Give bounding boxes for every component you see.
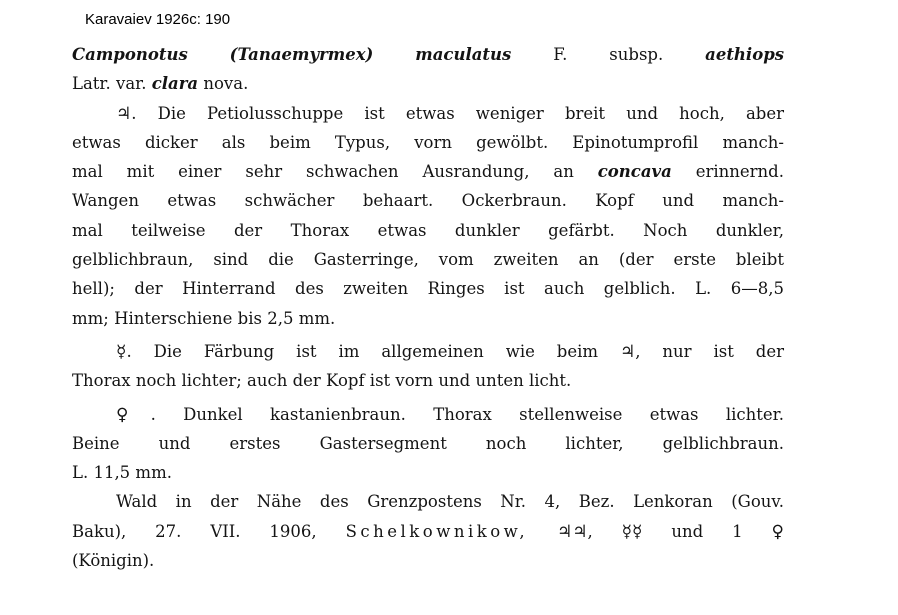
major-line-5: mal teilweise der Thorax etwas dunkler gefärbt. Noch dunkler, [72, 220, 784, 240]
und-text: und 1 [671, 521, 743, 541]
concava-term: concava [597, 162, 672, 182]
collector-name: Schelkownikow, [345, 521, 529, 541]
major-worker-symbol: ♃ [116, 103, 132, 124]
separator: , [587, 521, 593, 541]
variety: clara [151, 74, 199, 94]
taxon-heading [72, 40, 784, 99]
queen-line-2: Beine und erstes Gastersegment noch lichter, gelblichbraun. [72, 433, 784, 453]
major-line-7: hell); der Hinterrand des zweiten Ringes ist auch gelblich. L. 6—8,5 [72, 279, 784, 299]
workers-symbol: ☿☿ [621, 521, 643, 542]
status: nova. [203, 74, 249, 94]
locality-record [72, 487, 784, 575]
major-line-6: gelblichbraun, sind die Gasterringe, vom zweiten an (der erste bleibt [72, 250, 784, 270]
queen-symbol-locality: ♀ [771, 521, 784, 542]
species: maculatus [415, 45, 512, 64]
majors-symbol: ♃♃ [556, 521, 588, 542]
worker-description [72, 337, 784, 396]
major-line-1 [72, 99, 784, 128]
text-line: erinnernd. [671, 162, 784, 182]
date-text: Baku), 27. VII. 1906, [72, 521, 346, 541]
citation-header: Karavaiev 1926c: 190 [85, 11, 231, 28]
major-line-4: Wangen etwas schwächer behaart. Ockerbraun. Kopf und manch- [72, 191, 784, 211]
text-line: , nur ist der [635, 341, 785, 361]
locality-line-3: (Königin). [72, 551, 155, 571]
text-line: . Die Färbung ist im allgemeinen wie beim [126, 341, 620, 361]
text-line: mal mit einer sehr schwachen Ausrandung, an [72, 162, 598, 182]
queen-line-1 [72, 400, 784, 429]
species-author: F. [553, 45, 568, 64]
subspecies-author: Latr. [72, 74, 111, 94]
text-line: . Dunkel kastanienbraun. Thorax stellenweise etwas lichter. [150, 404, 785, 424]
queen-line-3: L. 11,5 mm. [72, 463, 172, 483]
worker-symbol: ☿ [116, 341, 127, 362]
taxon-heading-line-1 [72, 40, 784, 69]
major-worker-symbol-inline: ♃ [619, 341, 636, 362]
genus: Camponotus [72, 45, 188, 64]
queen-description [72, 400, 784, 488]
worker-line-2: Thorax noch lichter; auch der Kopf ist vorn und unten licht. [72, 371, 572, 391]
locality-line-2 [72, 517, 784, 546]
locality-line-1: Wald in der Nähe des Grenzpostens Nr. 4, Bez. Lenkoran (Gouv. [116, 492, 784, 512]
taxon-heading-line-2 [72, 69, 784, 98]
major-line-3 [72, 157, 784, 186]
var-label: var. [116, 74, 147, 94]
major-line-8: mm; Hinterschiene bis 2,5 mm. [72, 308, 336, 328]
major-description [72, 99, 784, 333]
worker-line-1 [72, 337, 784, 366]
major-line-2: etwas dicker als beim Typus, vorn gewölbt. Epinotumprofil manch- [72, 132, 784, 152]
subspecies: aethiops [705, 45, 785, 64]
document-page [72, 40, 784, 575]
queen-symbol: ♀ [116, 404, 151, 425]
text-line: . Die Petiolusschuppe ist etwas weniger breit und hoch, aber [131, 103, 784, 123]
subsp-label: subsp. [609, 45, 664, 64]
subgenus: (Tanaemyrmex) [229, 45, 374, 64]
